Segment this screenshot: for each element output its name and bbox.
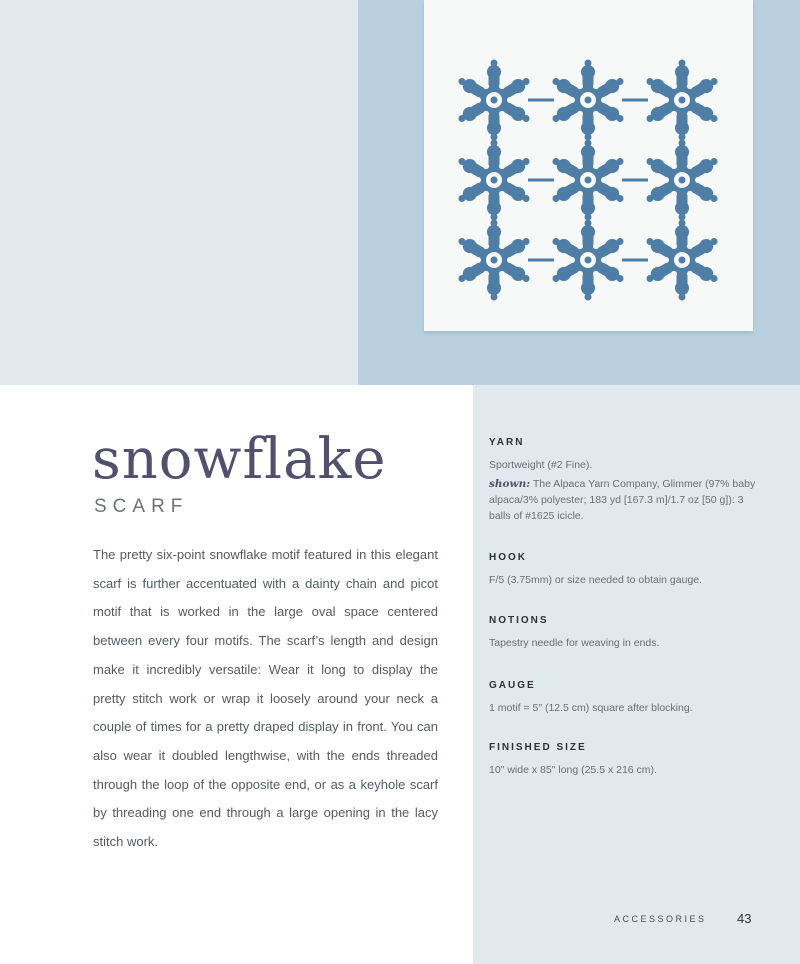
- spec-notions-heading: NOTIONS: [489, 615, 549, 626]
- spec-yarn-weight: Sportweight (#2 Fine).: [489, 459, 593, 471]
- snowflake-motif: [646, 220, 717, 301]
- spec-gauge-text: 1 motif = 5" (12.5 cm) square after blocking.: [489, 702, 693, 714]
- spec-yarn-shown-text: The Alpaca Yarn Company, Glimmer (97% baby alpaca/3% polyester; 183 yd [167.3 m]/1.7 oz [50 g]): 3 balls of #1625 icicle.: [489, 478, 756, 522]
- spec-notions-text: Tapestry needle for weaving in ends.: [489, 637, 660, 649]
- spec-finished-size: [489, 742, 759, 778]
- spec-hook-text: F/5 (3.75mm) or size needed to obtain gauge.: [489, 574, 703, 586]
- footer-section-label: ACCESSORIES: [614, 914, 707, 924]
- pattern-title: snowflake: [92, 427, 387, 492]
- snowflake-motif: [458, 140, 529, 221]
- snowflake-motif: [552, 140, 623, 221]
- snowflake-motif: [552, 60, 623, 141]
- scarf-photo: [424, 0, 753, 331]
- shown-label: shown:: [489, 478, 531, 490]
- spec-notions: [489, 615, 759, 651]
- spec-hook-heading: HOOK: [489, 552, 527, 563]
- page-number: 43: [737, 911, 752, 926]
- spec-gauge-heading: GAUGE: [489, 680, 536, 691]
- spec-yarn-heading: YARN: [489, 437, 525, 448]
- snowflake-motif: [646, 140, 717, 221]
- snowflake-motif: [646, 60, 717, 141]
- pattern-subtitle: SCARF: [94, 496, 189, 517]
- crochet-snowflake-motifs-photo: [424, 0, 753, 331]
- snowflake-motif: [552, 220, 623, 301]
- spec-gauge: [489, 680, 759, 716]
- snowflake-motif: [458, 60, 529, 141]
- spec-yarn-shown: [489, 476, 759, 524]
- spec-yarn: [489, 437, 759, 524]
- spec-finished-size-heading: FINISHED SIZE: [489, 742, 587, 753]
- pattern-description: The pretty six-point snowflake motif featured in this elegant scarf is further accentuated with a dainty chain and picot motif that is worked in the large oval space centered between every four motifs. The scarf’s length and design make it incredibly versatile: Wear it long to display the pretty stitch work or wrap it loosely around your neck a couple of times for a pretty draped display in front. You can also wear it doubled lengthwise, with the ends threaded through the loop of the opposite end, or as a keyhole scarf by threading one end through a large opening in the lacy stitch work.: [93, 547, 438, 850]
- header-block-left: [0, 0, 358, 385]
- spec-finished-size-text: 10" wide x 85" long (25.5 x 216 cm).: [489, 764, 657, 776]
- spec-hook: [489, 552, 759, 588]
- snowflake-motif: [458, 220, 529, 301]
